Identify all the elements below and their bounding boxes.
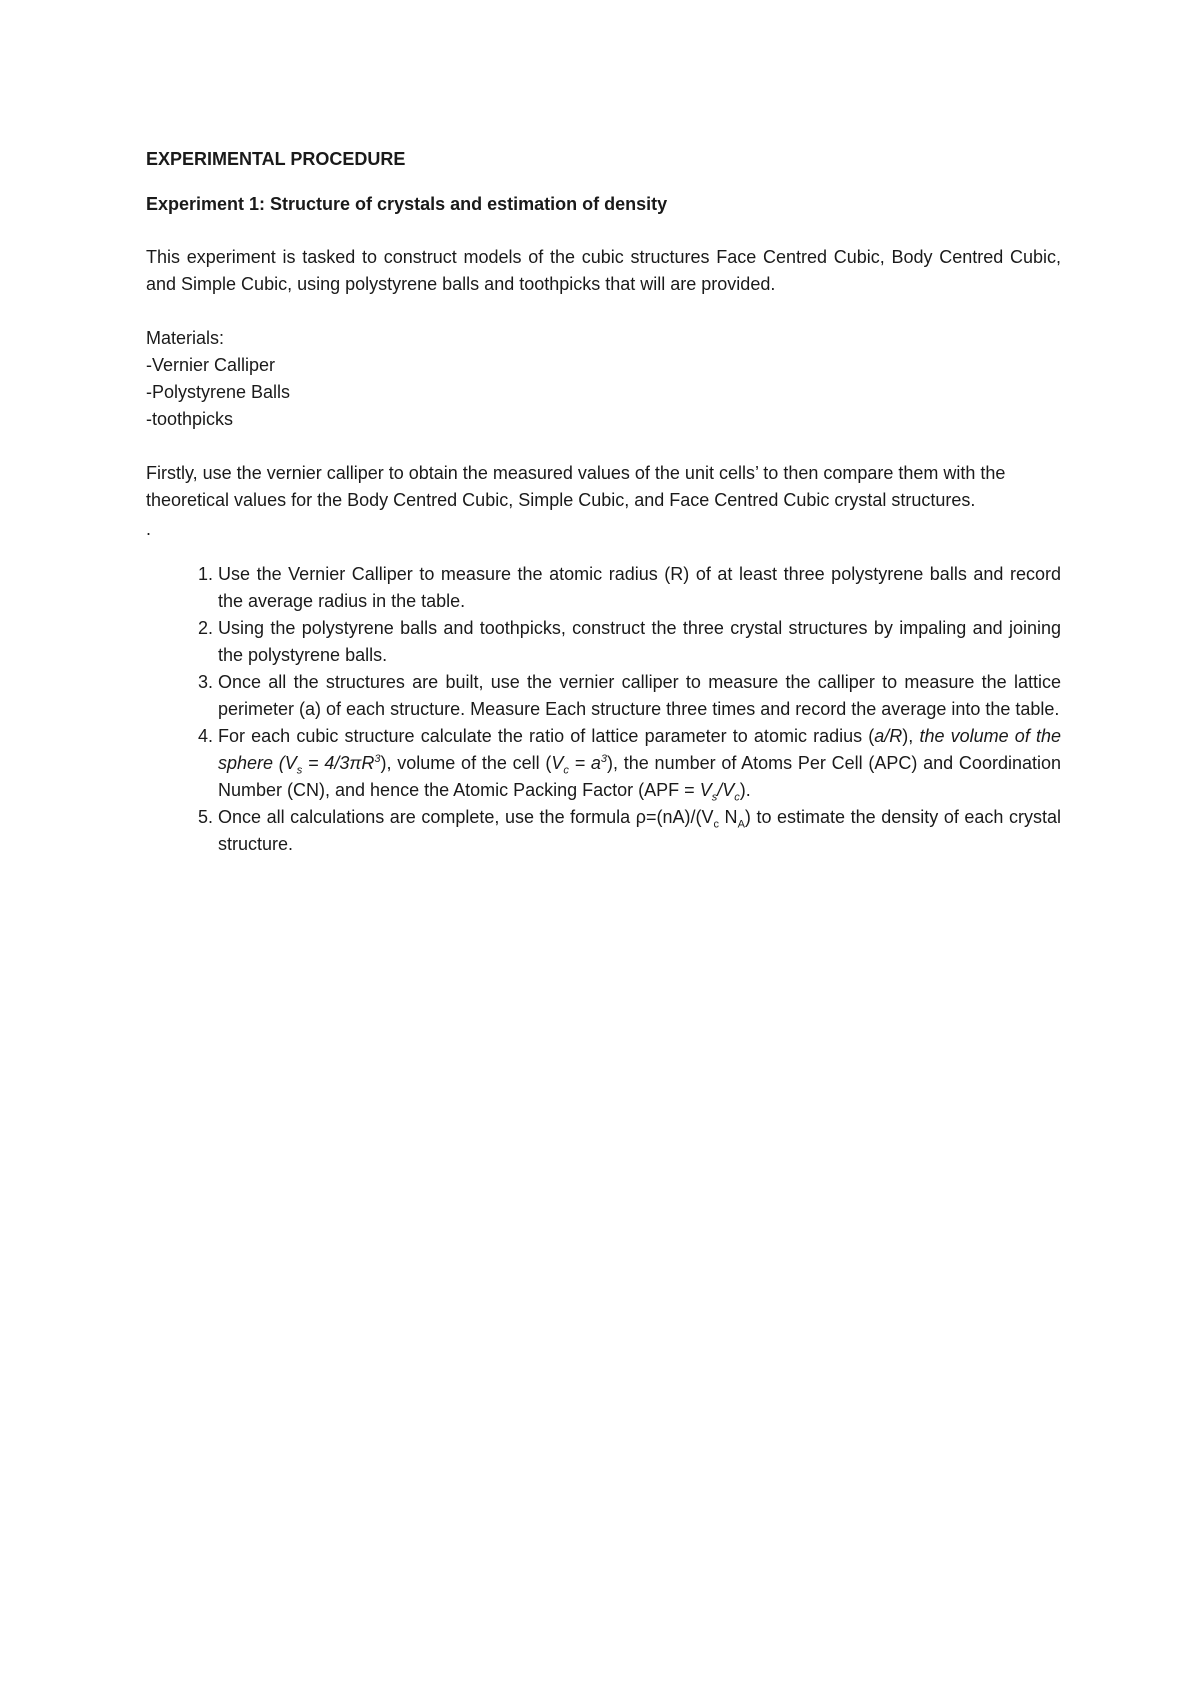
procedure-step-3: 3. Once all the structures are built, use the vernier calliper to measure the calliper to measure the lattice perimeter (a) of each structure. Measure Each structure three times and record the average into the table. [218,669,1061,723]
procedure-step-4: 4. For each cubic structure calculate the ratio of lattice parameter to atomic radius (a/R), the volume of the sphere $(V_s = 4/3\pi R^3)$, volume of the cell $(V_c = a^3)$, the number of Atoms Per Cell (APC) and Coordination Number (CN), and hence the Atomic Packing Factor $(APF = V_s/V_c)$. [218,723,1061,804]
procedure-step-2: 2. Using the polystyrene balls and toothpicks, construct the three crystal structures by impaling and joining the polystyrene balls. [218,615,1061,669]
firstly-paragraph: Firstly, use the vernier calliper to obtain the measured values of the unit cells’ to then compare them with the theoretical values for the Body Centred Cubic, Simple Cubic, and Face Centred Cubic crystal structures. [146,463,1006,510]
stray-dot: . [146,519,152,539]
procedure-step-1: 1. Use the Vernier Calliper to measure the atomic radius (R) of at least three polystyrene balls and record the average radius in the table. [218,561,1061,615]
material-item: -Vernier Calliper [146,355,276,375]
intro-paragraph: This experiment is tasked to construct models of the cubic structures Face Centred Cubic, Body Centred Cubic, and Simple Cubic, using polystyrene balls and toothpicks that will are provided. [146,247,1061,294]
section-heading: EXPERIMENTAL PROCEDURE [146,149,406,169]
experiment-title: Experiment 1: Structure of crystals and estimation of density [146,194,668,214]
material-item: -Polystyrene Balls [146,382,291,402]
material-item: -toothpicks [146,409,234,429]
document-body [146,146,1061,858]
materials-label: Materials: [146,328,225,348]
procedure-steps [146,561,1061,858]
procedure-step-5: 5. Once all calculations are complete, use the formula $\rho=(nA)/(V_c$ $N_A$) to estimate the density of each crystal structure. [218,804,1061,858]
materials-list [146,352,1061,433]
